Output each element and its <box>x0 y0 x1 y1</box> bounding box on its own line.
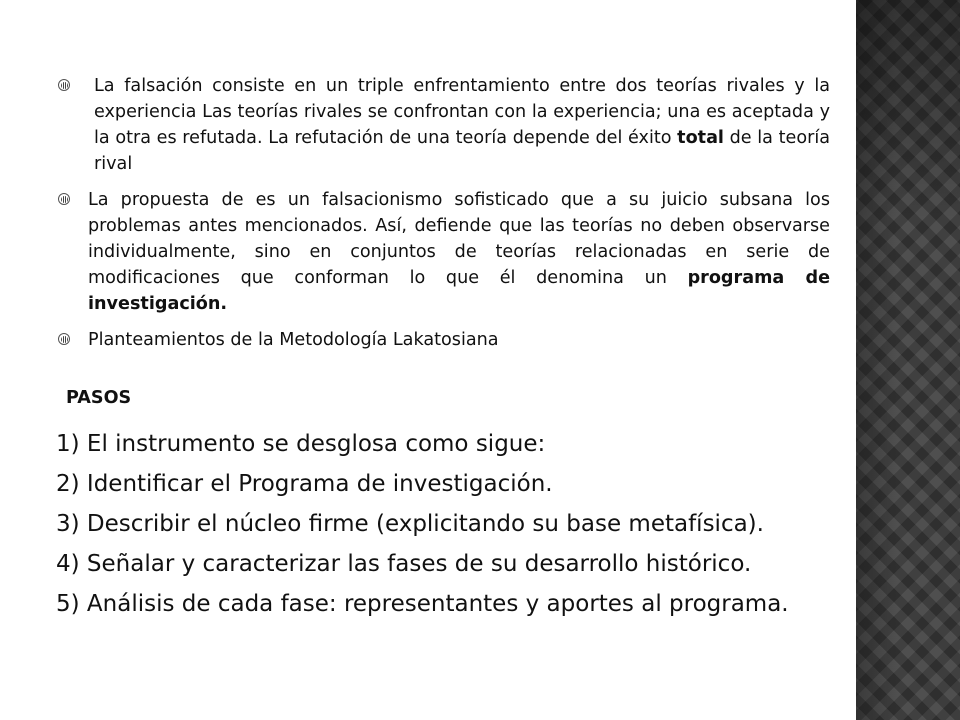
bullet-icon <box>58 193 70 205</box>
bullet-text <box>88 327 830 353</box>
bullet-text-before: La falsación consiste en un triple enfrentamiento entre dos teorías rivales y la experiencia Las teorías rivales se confrontan con la experiencia; una es aceptada y la otra es refutada. La refutación de una teoría depende del éxito <box>94 76 830 148</box>
bullet-icon <box>58 79 70 91</box>
step-1: 1) El instrumento se desglosa como sigue: <box>56 431 546 457</box>
pasos-heading: PASOS <box>66 388 132 408</box>
bullet-bold-text: total <box>677 128 724 148</box>
bullet-text-before: La propuesta de es un falsacionismo sofisticado que a su juicio subsana los problemas antes mencionados. Así, defiende que las teorías no deben observarse individualmente, sino en conjuntos de teorías relacionadas en serie de modificaciones que conforman lo que él denomina un <box>88 190 830 288</box>
bullet-icon <box>58 333 70 345</box>
bullet-text <box>88 73 830 177</box>
bullet-text <box>88 187 830 317</box>
step-4: 4) Señalar y caracterizar las fases de su desarrollo histórico. <box>56 551 752 577</box>
bullet-list <box>58 73 830 363</box>
step-3: 3) Describir el núcleo firme (explicitando su base metafísica). <box>56 511 764 537</box>
bullet-item <box>58 327 830 353</box>
step-2: 2) Identificar el Programa de investigación. <box>56 471 553 497</box>
decorative-side-panel <box>856 0 960 720</box>
bullet-bold-text: programa de investigación. <box>88 268 830 314</box>
step-5: 5) Análisis de cada fase: representantes y aportes al programa. <box>56 591 789 617</box>
side-panel-shade <box>856 0 960 220</box>
steps-list <box>56 424 846 624</box>
bullet-item <box>58 187 830 317</box>
bullet-item <box>58 73 830 177</box>
bullet-text-before: Planteamientos de la Metodología Lakatosiana <box>88 330 499 350</box>
bullet-text-after: de la teoría rival <box>94 128 830 174</box>
